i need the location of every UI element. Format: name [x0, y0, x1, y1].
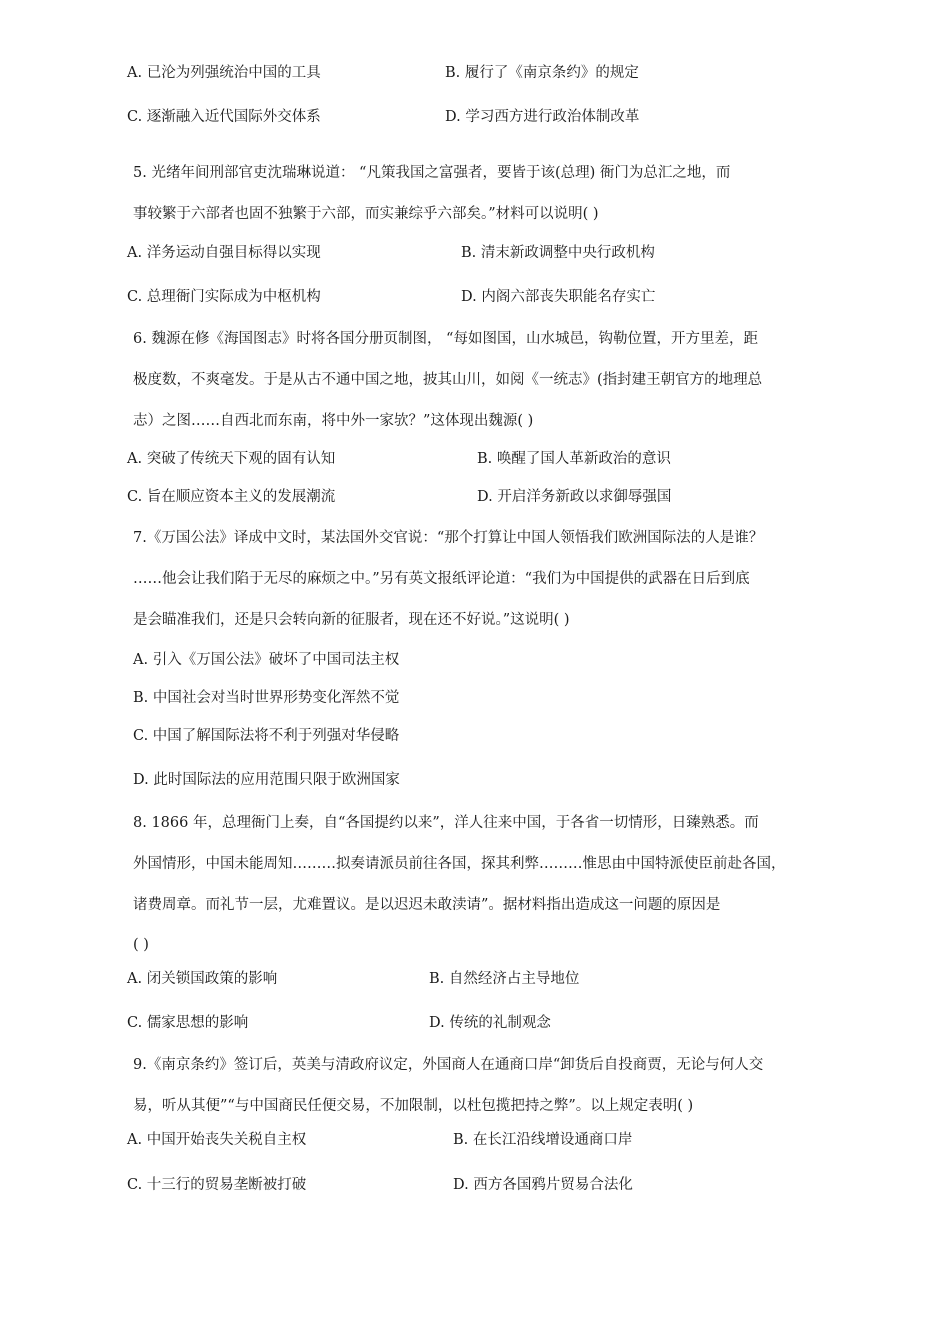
option-d: D. 传统的礼制观念: [429, 1015, 551, 1031]
option-a: A. 中国开始丧失关税自主权: [127, 1132, 307, 1148]
option-c: C. 中国了解国际法将不利于列强对华侵略: [133, 728, 400, 744]
question-stem-line: 5. 光绪年间刑部官吏沈瑞琳说道： “凡策我国之富强者，要皆于该(总理) 衙门为总汇之地，而: [133, 165, 731, 181]
question-stem-line: 外国情形，中国未能周知………拟奏请派员前往各国，探其利弊………惟思由中国特派使臣前赴各国，: [133, 856, 786, 872]
question-stem-line: 极度数，不爽毫发。于是从古不通中国之地，披其山川，如阅《一统志》(指封建王朝官方的地理总: [133, 372, 763, 388]
question-stem-line: 8. 1866 年，总理衙门上奏，自“各国提约以来”，洋人往来中国，于各省一切情形，日臻熟悉。而: [133, 815, 759, 831]
option-c: C. 总理衙门实际成为中枢机构: [127, 289, 321, 305]
question-stem-line: 诸费周章。而礼节一层，尤难置议。是以迟迟未敢渎请”。据材料指出造成这一问题的原因是: [133, 897, 721, 913]
option-a: A. 引入《万国公法》破坏了中国司法主权: [133, 652, 400, 668]
question-stem-line: 志）之图……自西北而东南，将中外一家欤？”这体现出魏源( ): [133, 413, 534, 429]
question-stem-line: ……他会让我们陷于无尽的麻烦之中。”另有英文报纸评论道：“我们为中国提供的武器在日后到底: [133, 571, 750, 587]
option-a: A. 已沦为列强统治中国的工具: [127, 65, 321, 81]
option-b: B. 自然经济占主导地位: [429, 971, 580, 987]
question-stem-line: ( ): [133, 937, 149, 953]
option-a: A. 洋务运动自强目标得以实现: [127, 245, 321, 261]
option-a: A. 突破了传统天下观的固有认知: [127, 451, 336, 467]
option-c: C. 旨在顺应资本主义的发展潮流: [127, 489, 336, 505]
option-d: D. 开启洋务新政以求御辱强国: [477, 489, 672, 505]
option-b: B. 唤醒了国人革新政治的意识: [477, 451, 671, 467]
option-d: D. 此时国际法的应用范围只限于欧洲国家: [133, 772, 400, 788]
option-d: D. 内阁六部丧失职能名存实亡: [461, 289, 656, 305]
option-b: B. 履行了《南京条约》的规定: [445, 65, 639, 81]
question-stem-line: 事较繁于六部者也固不独繁于六部，而实兼综乎六部矣。”材料可以说明( ): [133, 206, 599, 222]
option-c: C. 十三行的贸易垄断被打破: [127, 1177, 307, 1193]
option-d: D. 西方各国鸦片贸易合法化: [453, 1177, 633, 1193]
option-d: D. 学习西方进行政治体制改革: [445, 109, 640, 125]
option-a: A. 闭关锁国政策的影响: [127, 971, 278, 987]
question-stem-line: 9.《南京条约》签订后，英美与清政府议定，外国商人在通商口岸“卸货后自投商贾，无论与何人交: [133, 1057, 764, 1073]
option-c: C. 儒家思想的影响: [127, 1015, 249, 1031]
option-c: C. 逐渐融入近代国际外交体系: [127, 109, 321, 125]
option-b: B. 在长江沿线增设通商口岸: [453, 1132, 633, 1148]
question-stem-line: 6. 魏源在修《海国图志》时将各国分册页制图， “每如图国，山水城邑，钩勒位置，开方里差，距: [133, 331, 758, 347]
question-stem-line: 是会瞄准我们，还是只会转向新的征服者，现在还不好说。”这说明( ): [133, 612, 570, 628]
question-stem-line: 7.《万国公法》译成中文时，某法国外交官说：“那个打算让中国人领悟我们欧洲国际法的人是谁？: [133, 530, 764, 546]
option-b: B. 清末新政调整中央行政机构: [461, 245, 655, 261]
option-b: B. 中国社会对当时世界形势变化浑然不觉: [133, 690, 400, 706]
question-stem-line: 易，听从其便”“与中国商民任便交易，不加限制，以杜包揽把持之弊”。以上规定表明( ): [133, 1098, 694, 1114]
